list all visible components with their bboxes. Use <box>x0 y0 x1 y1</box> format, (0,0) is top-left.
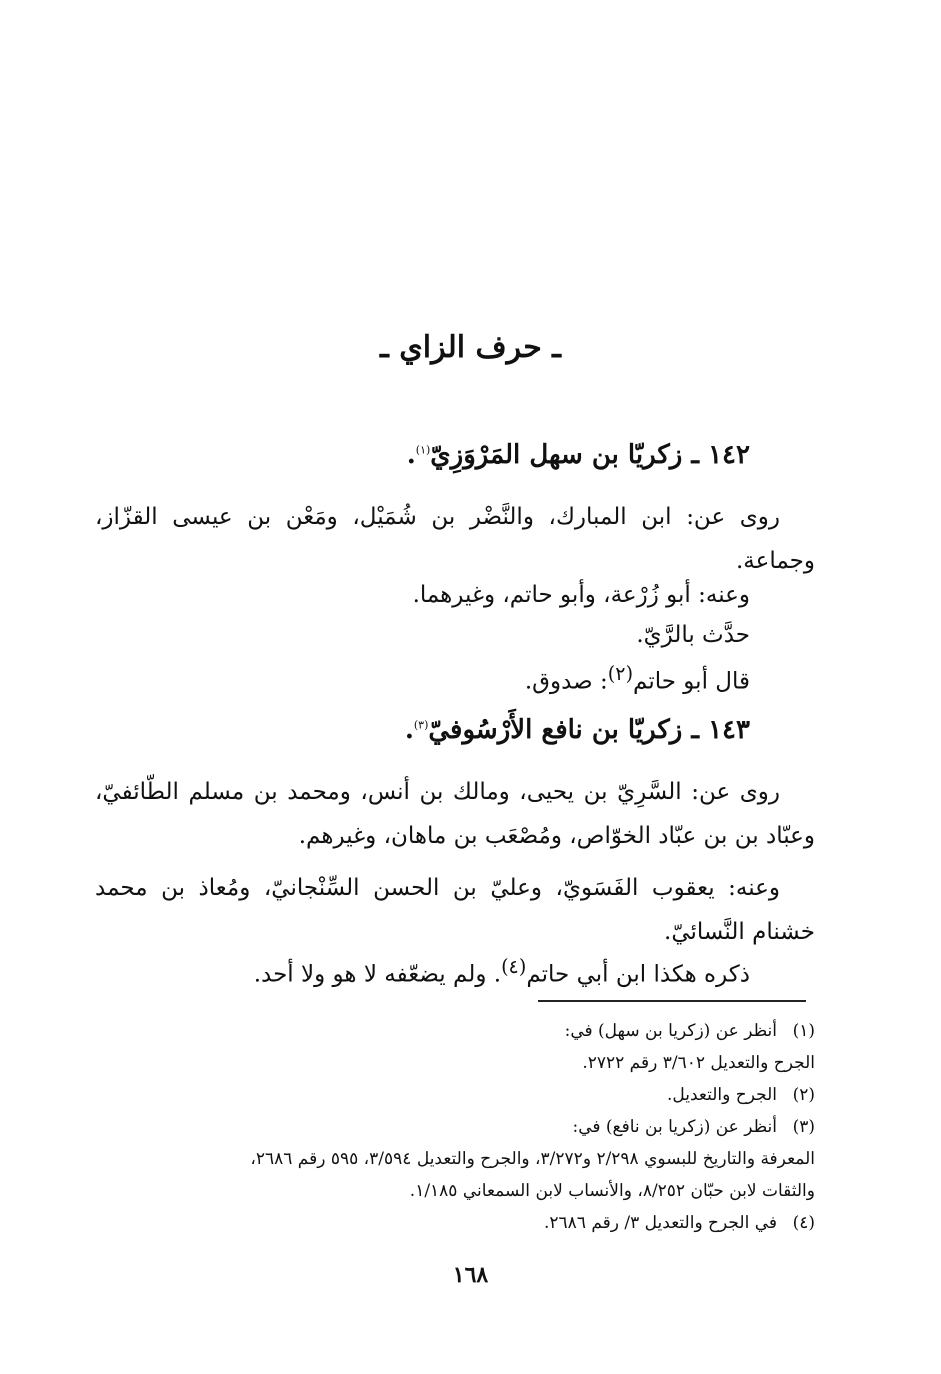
footnote-3-line-3: والثقات لابن حبّان ٨/٢٥٢، والأنساب لابن السمعاني ١/١٨٥. <box>409 1181 815 1201</box>
footnote-divider <box>538 1000 806 1002</box>
riwaya-text: ابن المبارك، والنَّضْر بن شُمَيْل، ومَعْن بن عيسى القزّاز، وجماعة. <box>95 504 815 574</box>
qala-text: قال أبو حاتم <box>633 668 750 695</box>
footnote-text: أنظر عن (زكريا بن سهل) في: <box>564 1021 777 1041</box>
anhu-paragraph-143 <box>95 866 815 954</box>
anhu-paragraph-142 <box>95 582 750 608</box>
anhu-label: وعنه: <box>728 875 781 901</box>
footnote-3-line-2: المعرفة والتاريخ للبسوي ٢/٢٩٨ و٣/٢٧٢، والجرح والتعديل ٣/٥٩٤، ٥٩٥ رقم ٢٦٨٦، <box>250 1149 815 1169</box>
heading-end: . <box>406 440 416 470</box>
heading-end: . <box>404 715 414 745</box>
footnote-ref: (٣) <box>413 718 429 732</box>
entry-heading-143 <box>95 715 750 745</box>
footnote-number: (٣) <box>792 1117 815 1137</box>
footnote-number: (١) <box>792 1021 815 1041</box>
footnote-ref: (٢) <box>607 662 634 685</box>
qala-line-142 <box>95 662 750 695</box>
riwaya-text: السَّرِيّ بن يحيى، ومالك بن أنس، ومحمد بن مسلم الطّائفيّ، وعبّاد بن بن عبّاد الخوّاص، ومُصْعَب بن ماهان، وغيرهم. <box>95 779 815 849</box>
footnote-4 <box>95 1207 815 1239</box>
section-title: ـ حرف الزاي ـ <box>380 330 561 365</box>
anhu-text: يعقوب الفَسَويّ، وعليّ بن الحسن السِّنْجانيّ، ومُعاذ بن محمد خشنام النَّسائيّ. <box>95 875 815 945</box>
footnote-1-line-2: الجرح والتعديل ٣/٦٠٢ رقم ٢٧٢٢. <box>582 1053 815 1073</box>
dhikr-end: . ولم يضعّفه لا هو ولا أحد. <box>253 961 502 988</box>
entry-heading-142 <box>95 440 750 470</box>
tahdith-line-142: حدَّث بالرَّيّ. <box>636 622 750 648</box>
footnote-ref: (٤) <box>501 955 527 978</box>
riwaya-label: روى عن: <box>686 504 780 530</box>
footnote-1 <box>95 1015 815 1047</box>
footnote-number: (٤) <box>792 1213 815 1233</box>
footnote-ref: (١) <box>415 443 431 457</box>
riwaya-paragraph-142 <box>95 495 815 583</box>
footnote-text: في الجرح والتعديل ٣/ رقم ٢٦٨٦. <box>544 1213 777 1233</box>
riwaya-paragraph-143 <box>95 770 815 858</box>
anhu-text: أبو زُرْعة، وأبو حاتم، وغيرهما. <box>412 582 691 608</box>
anhu-label: وعنه: <box>698 582 750 608</box>
footnote-text: الجرح والتعديل. <box>666 1085 777 1105</box>
footnotes-block <box>95 1015 815 1239</box>
qala-end: : صدوق. <box>524 668 608 695</box>
footnote-3 <box>95 1111 815 1143</box>
dhikr-text: ذكره هكذا ابن أبي حاتم <box>526 961 750 988</box>
page-number: ١٦٨ <box>452 1262 489 1288</box>
entry-heading-text: ١٤٣ ـ زكريّا بن نافع الأَرْسُوفيّ <box>428 715 750 745</box>
footnote-text: أنظر عن (زكريا بن نافع) في: <box>572 1117 777 1137</box>
entry-heading-text: ١٤٢ ـ زكريّا بن سهل المَرْوَزِيّ <box>430 440 750 470</box>
dhikr-line-143 <box>95 955 750 988</box>
footnote-number: (٢) <box>792 1085 815 1105</box>
riwaya-label: روى عن: <box>691 779 780 805</box>
footnote-2 <box>95 1079 815 1111</box>
